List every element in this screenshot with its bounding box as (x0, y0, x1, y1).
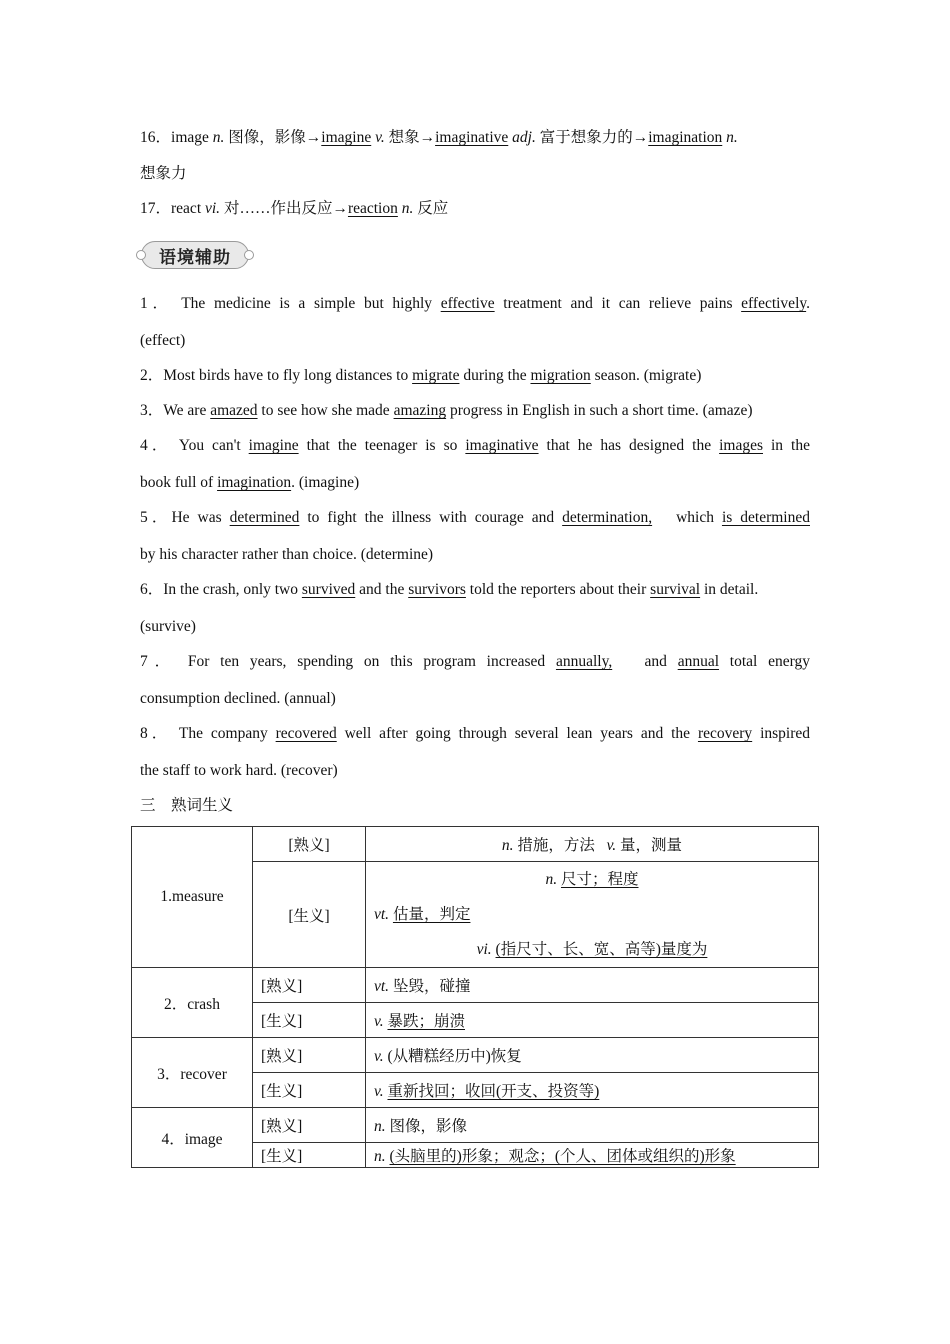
pos-label: vi. (205, 200, 221, 217)
sentence-text: The medicine is a simple but highly (181, 295, 441, 312)
answer-word: amazing (393, 402, 447, 419)
sentence-text: inspired (752, 725, 810, 742)
item-number: 6． (140, 581, 164, 598)
sentence-text: in detail. (700, 581, 759, 598)
meaning: 想象力 (140, 165, 187, 182)
sentence-text: You can't (178, 437, 249, 454)
item-number: 1． (140, 295, 173, 312)
vocab-line-17 (140, 198, 810, 220)
table-row (132, 827, 819, 862)
item-number: 5． (140, 509, 172, 526)
meaning: 图像，影像 (389, 1118, 468, 1135)
pos-label: adj. (512, 129, 536, 146)
familiar-meaning (366, 827, 819, 862)
item-number: 16． (140, 129, 172, 146)
headword: image (171, 129, 209, 146)
new-label: [生义] (253, 1143, 366, 1168)
meaning: 估量，判定 (392, 906, 471, 923)
new-meaning (366, 1073, 819, 1108)
sentence-text: We are (163, 402, 211, 419)
familiar-label: [熟义] (253, 1108, 366, 1143)
pos-label: n. (212, 129, 225, 146)
familiar-label: [熟义] (253, 827, 366, 862)
answer-word: annually, (555, 653, 613, 670)
sentence-8 (140, 723, 810, 745)
sentence-text: that he has designed the (538, 437, 720, 454)
answer-word: images (719, 437, 763, 454)
new-meaning (366, 862, 819, 968)
familiar-meaning (366, 1038, 819, 1073)
pos-label: n. (501, 837, 514, 854)
pos-label: v. (374, 1048, 384, 1065)
new-label: [生义] (253, 862, 366, 968)
sentence-4 (140, 435, 810, 457)
meaning-line (374, 897, 810, 932)
sentence-text: which (668, 509, 722, 526)
sentence-text: to see how she made (257, 402, 394, 419)
meaning-line (374, 932, 810, 967)
answer-word: reaction (347, 200, 398, 217)
new-label: [生义] (253, 1073, 366, 1108)
pos-label: v. (606, 837, 617, 854)
sentence-text: . (806, 295, 810, 312)
sentence-4-tail (140, 472, 810, 494)
table-row (132, 968, 819, 1003)
pos-label: n. (374, 1118, 386, 1135)
sentence-text: He was (171, 509, 230, 526)
sentence-text: told the reporters about their (465, 581, 651, 598)
answer-word: migrate (412, 367, 460, 384)
new-meaning (366, 1003, 819, 1038)
sentence-6 (140, 579, 810, 601)
headword-cell: 1.measure (132, 827, 253, 968)
sentence-text: For ten years, spending on this program increased (187, 653, 556, 670)
pos-label: vi. (476, 941, 492, 958)
sentence-text: total energy (719, 653, 810, 670)
item-number: 7． (140, 653, 178, 670)
sentence-text: that the teenager is so (298, 437, 466, 454)
answer-word: annual (677, 653, 720, 670)
familiar-meaning (366, 1108, 819, 1143)
meaning: 措施，方法 (517, 837, 595, 854)
sentence-text: and the (355, 581, 409, 598)
pos-label: v. (375, 129, 385, 146)
sentence-6-tail: (survive) (140, 618, 196, 635)
familiar-label: [熟义] (253, 1038, 366, 1073)
word-meaning-table (131, 826, 819, 1168)
sentence-text: treatment and it can relieve pains (494, 295, 742, 312)
sentence-text: well after going through several lean years and the (336, 725, 698, 742)
meaning: 图像，影像→ (228, 129, 322, 146)
pos-label: vt. (374, 978, 390, 995)
headword-cell: 3．recover (132, 1038, 253, 1108)
section-3-title: 三 熟词生义 (140, 797, 234, 814)
sentence-1 (140, 293, 810, 315)
answer-word: imagine (321, 129, 372, 146)
answer-word: imaginative (465, 437, 539, 454)
item-number: 3． (140, 402, 164, 419)
meaning: 对……作出反应→ (223, 200, 348, 217)
new-meaning (366, 1143, 819, 1168)
vocab-line-16 (140, 127, 810, 149)
meaning-line (374, 862, 810, 897)
table-row (132, 1108, 819, 1143)
item-number: 17． (140, 200, 172, 217)
answer-word: migration (530, 367, 591, 384)
meaning: 尺寸；程度 (560, 871, 639, 888)
meaning: (头脑里的)形象；观念；(个人、团体或组织的)形象 (389, 1148, 736, 1165)
sentence-5-tail: by his character rather than choice. (determine) (140, 546, 434, 563)
answer-word: determined (229, 509, 300, 526)
answer-word: effectively (741, 295, 807, 312)
headword-cell: 4．image (132, 1108, 253, 1168)
meaning: 反应 (417, 200, 449, 217)
answer-word: imaginative (435, 129, 509, 146)
pos-label: n. (374, 1148, 386, 1165)
sentence-text: and (633, 653, 678, 670)
meaning: 重新找回；收回(开支、投资等) (387, 1083, 600, 1100)
sentence-text: during the (459, 367, 531, 384)
vocab-line-16-cont (140, 163, 810, 185)
meaning: 暴跌；崩溃 (387, 1013, 465, 1030)
sentence-5 (140, 507, 810, 529)
sentence-text: season. (migrate) (590, 367, 702, 384)
answer-word: is determined (721, 509, 810, 526)
item-number: 4． (140, 437, 172, 454)
sentence-1-tail: (effect) (140, 332, 186, 349)
pos-label: n. (726, 129, 738, 146)
sentence-text: progress in English in such a short time. (amaze) (446, 402, 753, 419)
answer-word: determination, (562, 509, 653, 526)
sentence-text: Most birds have to fly long distances to (163, 367, 413, 384)
item-number: 8． (140, 725, 172, 742)
answer-word: amazed (210, 402, 258, 419)
answer-word: survivors (408, 581, 466, 598)
new-label: [生义] (253, 1003, 366, 1038)
meaning: (从糟糕经历中)恢复 (387, 1048, 522, 1065)
answer-word: recovered (275, 725, 337, 742)
section-badge: 语境辅助 (141, 241, 249, 269)
answer-word: imagine (248, 437, 299, 454)
pos-label: v. (374, 1083, 384, 1100)
pos-label: v. (374, 1013, 384, 1030)
pos-label: n. (401, 200, 414, 217)
meaning: (指尺寸、长、宽、高等)量度为 (495, 941, 708, 958)
sentence-text: . (imagine) (291, 474, 360, 491)
sentence-text: In the crash, only two (163, 581, 302, 598)
sentence-text: to fight the illness with courage and (299, 509, 563, 526)
sentence-2 (140, 365, 810, 387)
answer-word: effective (440, 295, 495, 312)
sentence-7 (140, 651, 810, 673)
sentence-text: book full of (140, 474, 218, 491)
table-row (132, 1038, 819, 1073)
answer-word: survived (301, 581, 356, 598)
answer-word: imagination (648, 129, 723, 146)
pos-label: vt. (374, 906, 390, 923)
item-number: 2． (140, 367, 164, 384)
meaning: 量，测量 (620, 837, 683, 854)
meaning: 坠毁，碰撞 (392, 978, 471, 995)
meaning: 富于想象力的→ (539, 129, 649, 146)
meaning: 想象→ (388, 129, 436, 146)
familiar-meaning (366, 968, 819, 1003)
sentence-8-tail: the staff to work hard. (recover) (140, 762, 338, 779)
answer-word: imagination (217, 474, 292, 491)
familiar-label: [熟义] (253, 968, 366, 1003)
answer-word: recovery (697, 725, 753, 742)
pos-label: n. (545, 871, 558, 888)
headword: react (171, 200, 202, 217)
sentence-text: The company (178, 725, 276, 742)
sentence-3 (140, 400, 810, 422)
answer-word: survival (650, 581, 701, 598)
sentence-text: in the (763, 437, 810, 454)
headword-cell: 2．crash (132, 968, 253, 1038)
sentence-7-tail: consumption declined. (annual) (140, 690, 336, 707)
